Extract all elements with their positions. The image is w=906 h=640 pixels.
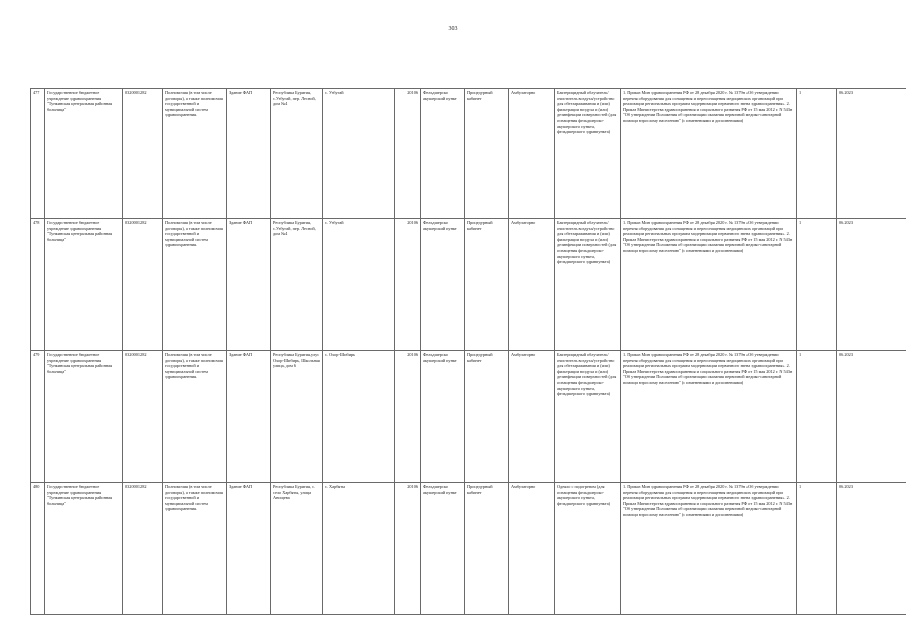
- table-row: [31, 483, 906, 615]
- quantity: 1: [797, 219, 837, 351]
- care-conditions: Амбулаторно: [509, 351, 555, 483]
- unit-code: 20106: [395, 483, 421, 615]
- authority-basis: Полномочия (в том числе договоры), а также полномочия государственной и муниципальной систем здравоохранения.: [163, 219, 227, 351]
- legal-basis: 1. Приказ Мин здравоохранения РФ от 28 декабря 2020 г. № 1379н «Об утверждении перечня оборудования для оснащения и переоснащения медицинских организаций при реализации региональных программ модернизации первичного звена здравоохранения». 2. Приказ Министерства здравоохранения и социального развития РФ от 15 мая 2012 г. N 543н "Об утверждении Положения об организации оказания первичной медико-санитарной помощи взрослому населению" (с изменениями и дополнениями): [621, 351, 797, 483]
- unit-type: Фельдшерско акушерский пункт: [421, 89, 465, 219]
- building-type: Здание ФАП: [227, 483, 271, 615]
- row-number: 478: [31, 219, 45, 351]
- quantity: 1: [797, 483, 837, 615]
- settlement: с. Харбяты: [323, 483, 395, 615]
- institution-name: Государственное бюджетное учреждение здравоохранения "Тункинская центральная районная больница": [45, 483, 123, 615]
- institution-name: Государственное бюджетное учреждение здравоохранения "Тункинская центральная районная больница": [45, 351, 123, 483]
- authority-basis: Полномочия (в том числе договоры), а также полномочия государственной и муниципальной систем здравоохранения.: [163, 89, 227, 219]
- inn-code: 0320001282: [123, 351, 163, 483]
- unit-type: Фельдшерско акушерский пункт: [421, 219, 465, 351]
- equipment-name: Одеяло с подогревом (для оснащения фельдшерско-акушерского пункта, фельдшерского здравпункта): [555, 483, 621, 615]
- table-row: [31, 219, 906, 351]
- inn-code: 0320001282: [123, 483, 163, 615]
- room-type: Процедурный кабинет: [465, 89, 509, 219]
- delivery-date: 06.2023: [837, 89, 906, 219]
- legal-basis: 1. Приказ Мин здравоохранения РФ от 28 декабря 2020 г. № 1379н «Об утверждении перечня оборудования для оснащения и переоснащения медицинских организаций при реализации региональных программ модернизации первичного звена здравоохранения». 2. Приказ Министерства здравоохранения и социального развития РФ от 15 мая 2012 г. N 543н "Об утверждении Положения об организации оказания первичной медико-санитарной помощи взрослому населению" (с изменениями и дополнениями): [621, 89, 797, 219]
- unit-code: 20106: [395, 219, 421, 351]
- row-number: 479: [31, 351, 45, 483]
- equipment-name: Бактерицидный облучатель/очиститель воздуха/устройство для обеззараживания и (или) фильтрации воздуха и (или) дезинфекции поверхностей (для оснащения фельдшерско-акушерского пункта, фельдшерского здравпункта): [555, 351, 621, 483]
- equipment-registry-table: [30, 88, 906, 615]
- care-conditions: Амбулаторно: [509, 219, 555, 351]
- authority-basis: Полномочия (в том числе договоры), а также полномочия государственной и муниципальной систем здравоохранения.: [163, 483, 227, 615]
- equipment-name: Бактерицидный облучатель/очиститель воздуха/устройство для обеззараживания и (или) фильтрации воздуха и (или) дезинфекции поверхностей (для оснащения фельдшерско-акушерского пункта, фельдшерского здравпункта): [555, 219, 621, 351]
- address: Республика Бурятия, с. село Харбяты, улица Анощева: [271, 483, 323, 615]
- equipment-name: Бактерицидный облучатель/очиститель воздуха/устройство для обеззараживания и (или) фильтрации воздуха и (или) дезинфекции поверхностей (для оснащения фельдшерско-акушерского пункта, фельдшерского здравпункта): [555, 89, 621, 219]
- settlement: с. Узбугай: [323, 219, 395, 351]
- delivery-date: 06.2023: [837, 483, 906, 615]
- unit-code: 20106: [395, 89, 421, 219]
- care-conditions: Амбулаторно: [509, 483, 555, 615]
- building-type: Здание ФАП: [227, 89, 271, 219]
- institution-name: Государственное бюджетное учреждение здравоохранения "Тункинская центральная районная больница": [45, 219, 123, 351]
- address: Республика Бурятия,улус Охор-Шибирь, Школьная улица, дом 6: [271, 351, 323, 483]
- delivery-date: 06.2023: [837, 219, 906, 351]
- institution-name: Государственное бюджетное учреждение здравоохранения "Тункинская центральная районная больница": [45, 89, 123, 219]
- building-type: Здание ФАП: [227, 219, 271, 351]
- delivery-date: 06.2023: [837, 351, 906, 483]
- unit-code: 20106: [395, 351, 421, 483]
- care-conditions: Амбулаторно: [509, 89, 555, 219]
- row-number: 480: [31, 483, 45, 615]
- room-type: Процедурный кабинет: [465, 219, 509, 351]
- row-number: 477: [31, 89, 45, 219]
- unit-type: Фельдшерско акушерский пункт: [421, 351, 465, 483]
- quantity: 1: [797, 89, 837, 219]
- settlement: с. Охор-Шибирь: [323, 351, 395, 483]
- room-type: Процедурный кабинет: [465, 351, 509, 483]
- inn-code: 0320001282: [123, 89, 163, 219]
- unit-type: Фельдшерско акушерский пункт: [421, 483, 465, 615]
- address: Республика Бурятия, с.Узбугай, пер. Лесной, дом №4: [271, 89, 323, 219]
- quantity: 1: [797, 351, 837, 483]
- inn-code: 0320001282: [123, 219, 163, 351]
- room-type: Процедурный кабинет: [465, 483, 509, 615]
- table-row: [31, 89, 906, 219]
- legal-basis: 1. Приказ Мин здравоохранения РФ от 28 декабря 2020 г. № 1379н «Об утверждении перечня оборудования для оснащения и переоснащения медицинских организаций при реализации региональных программ модернизации первичного звена здравоохранения». 2. Приказ Министерства здравоохранения и социального развития РФ от 15 мая 2012 г. N 543н "Об утверждении Положения об организации оказания первичной медико-санитарной помощи взрослому населению" (с изменениями и дополнениями): [621, 483, 797, 615]
- address: Республика Бурятия, с.Узбугай, пер. Лесной, дом №4: [271, 219, 323, 351]
- authority-basis: Полномочия (в том числе договоры), а также полномочия государственной и муниципальной систем здравоохранения.: [163, 351, 227, 483]
- page-number: 303: [448, 26, 458, 32]
- settlement: с. Узбугай: [323, 89, 395, 219]
- legal-basis: 1. Приказ Мин здравоохранения РФ от 28 декабря 2020 г. № 1379н «Об утверждении перечня оборудования для оснащения и переоснащения медицинских организаций при реализации региональных программ модернизации первичного звена здравоохранения». 2. Приказ Министерства здравоохранения и социального развития РФ от 15 мая 2012 г. N 543н "Об утверждении Положения об организации оказания первичной медико-санитарной помощи взрослому населению" (с изменениями и дополнениями): [621, 219, 797, 351]
- table-row: [31, 351, 906, 483]
- building-type: Здание ФАП: [227, 351, 271, 483]
